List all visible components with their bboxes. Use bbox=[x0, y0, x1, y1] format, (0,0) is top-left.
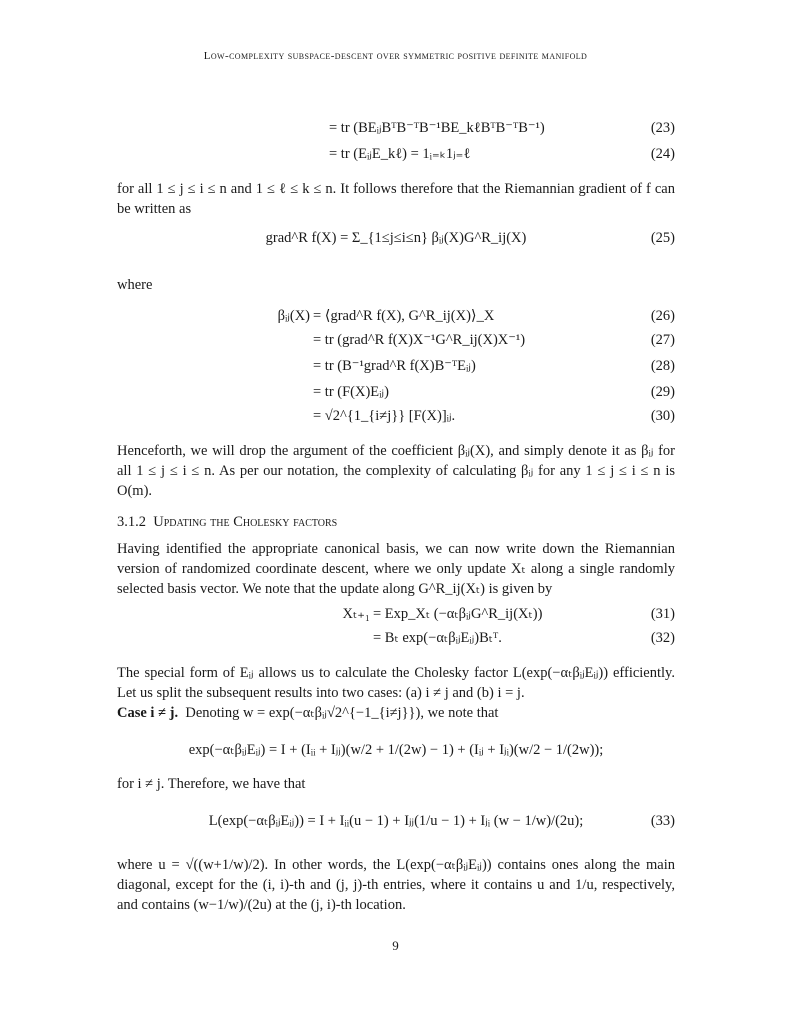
paragraph-canonical-basis: Having identified the appropriate canonical basis, we can now write down the Riemannian version of randomized coordinate descent, where we only update Xₜ along a single randomly selected basis vector. We note that the update along G^R_ij(Xₜ) is given by bbox=[117, 541, 675, 597]
equation-28: = tr (B⁻¹grad^R f(X)B⁻ᵀEᵢⱼ) (28) bbox=[313, 358, 675, 374]
equation-31: Xₜ₊₁ = Exp_Xₜ (−αₜβᵢⱼG^R_ij(Xₜ)) (31) bbox=[342, 606, 675, 622]
word-where: where bbox=[117, 277, 153, 293]
running-header: Low-complexity subspace-descent over symmetric positive definite manifold bbox=[203, 50, 588, 62]
equation-27: = tr (grad^R f(X)X⁻¹G^R_ij(X)X⁻¹) (27) bbox=[313, 332, 675, 348]
paragraph-special-form: The special form of Eᵢⱼ allows us to calculate the Cholesky factor L(exp(−αₜβᵢⱼEᵢⱼ)) efficiently. Let us split the subsequent results into two cases: (a) i ≠ j and (b) i = j. bbox=[117, 665, 675, 701]
paragraph-therefore: for i ≠ j. Therefore, we have that bbox=[117, 776, 306, 792]
paragraph-gradient-intro: for all 1 ≤ j ≤ i ≤ n and 1 ≤ ℓ ≤ k ≤ n. It follows therefore that the Riemannian gradient of f can be written as bbox=[117, 181, 675, 217]
page-number: 9 bbox=[392, 938, 399, 953]
equation-24: = tr (EᵢⱼE_kℓ) = 1ᵢ₌ₖ1ⱼ₌ℓ (24) bbox=[329, 146, 675, 162]
equation-exp-expansion: exp(−αₜβᵢⱼEᵢⱼ) = I + (Iᵢᵢ + Iⱼⱼ)(w/2 + 1/(2w) − 1) + (Iᵢⱼ + Iⱼᵢ)(w/2 − 1/(2w)); bbox=[188, 742, 604, 758]
equation-32: = Bₜ exp(−αₜβᵢⱼEᵢⱼ)Bₜᵀ. (32) bbox=[373, 630, 675, 646]
paragraph-where-u: where u = √((w+1/w)/2). In other words, the L(exp(−αₜβᵢⱼEᵢⱼ)) contains ones along the main diagonal, except for the (i, i)-th and (j, j)-th entries, where it contains u and 1/u, respectively, and contains (w−1/w)/(2u) at the (j, i)-th location. bbox=[117, 857, 675, 913]
equation-29: = tr (F(X)Eᵢⱼ) (29) bbox=[313, 384, 675, 400]
paragraph-henceforth: Henceforth, we will drop the argument of the coefficient βᵢⱼ(X), and simply denote it as βᵢⱼ for all 1 ≤ j ≤ i ≤ n. As per our notation, the complexity of calculating βᵢⱼ for any 1 ≤ j ≤ i ≤ n is O(m). bbox=[117, 443, 675, 499]
equation-25: grad^R f(X) = Σ_{1≤j≤i≤n} βᵢⱼ(X)G^R_ij(X) (25) bbox=[265, 230, 675, 246]
equation-23: = tr (BEᵢⱼBᵀB⁻ᵀB⁻¹BE_kℓBᵀB⁻ᵀB⁻¹) (23) bbox=[329, 120, 675, 136]
equation-26: βᵢⱼ(X) = ⟨grad^R f(X), G^R_ij(X)⟩_X (26) bbox=[277, 308, 675, 324]
equation-33: L(exp(−αₜβᵢⱼEᵢⱼ)) = I + Iᵢᵢ(u − 1) + Iⱼⱼ(1/u − 1) + Iⱼᵢ (w − 1/w)/(2u); (33) bbox=[208, 813, 675, 829]
section-heading-3-1-2: 3.1.2 Updating the Cholesky factors bbox=[117, 514, 338, 530]
case-i-neq-j: Case i ≠ j. Denoting w = exp(−αₜβᵢⱼ√2^{−1_{i≠j}}), we note that bbox=[117, 705, 499, 721]
equation-30: = √2^{1_{i≠j}} [F(X)]ᵢⱼ. (30) bbox=[313, 408, 675, 424]
